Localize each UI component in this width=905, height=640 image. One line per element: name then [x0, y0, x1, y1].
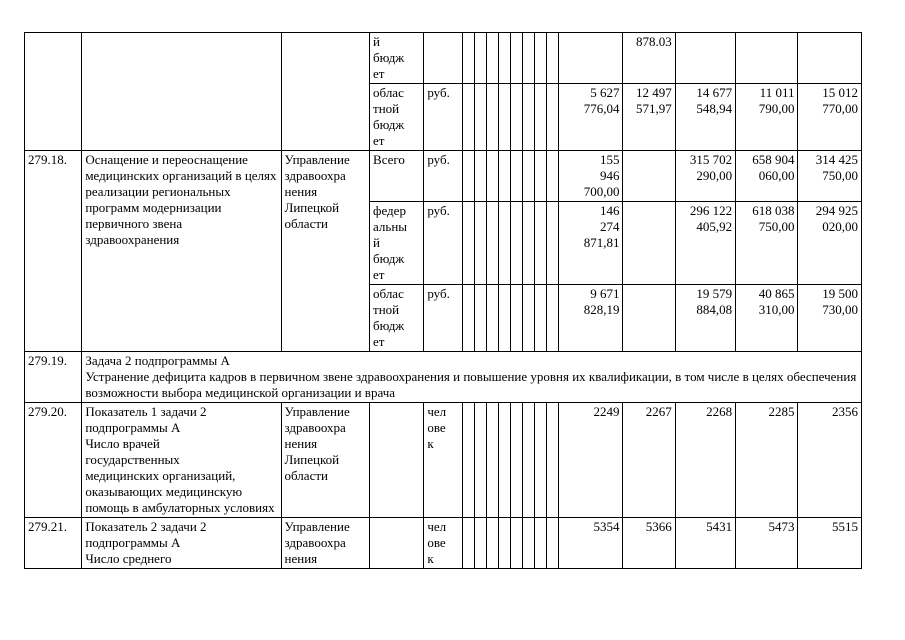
empty-cell — [534, 151, 546, 202]
empty-cell — [498, 151, 510, 202]
value-cell: 19 500 730,00 — [798, 285, 862, 352]
row-number — [25, 33, 82, 151]
empty-cell — [486, 33, 498, 84]
empty-cell — [522, 518, 534, 569]
empty-cell — [522, 33, 534, 84]
unit: руб. — [424, 285, 462, 352]
empty-cell — [498, 285, 510, 352]
table-row — [25, 151, 862, 202]
empty-cell — [534, 285, 546, 352]
empty-cell — [510, 84, 522, 151]
table-row — [25, 403, 862, 518]
value-cell: 15 012 770,00 — [798, 84, 862, 151]
empty-cell — [474, 33, 486, 84]
value-cell: 5515 — [798, 518, 862, 569]
responsible-org: Управление здравоохра нения Липецкой области — [281, 403, 370, 518]
funding-source: облас тной бюдж ет — [370, 84, 424, 151]
empty-cell — [534, 202, 546, 285]
empty-cell — [474, 285, 486, 352]
value-cell: 155 946 700,00 — [559, 151, 623, 202]
empty-cell — [498, 202, 510, 285]
empty-cell — [498, 403, 510, 518]
empty-cell — [486, 285, 498, 352]
empty-cell — [486, 403, 498, 518]
value-cell: 2249 — [559, 403, 623, 518]
empty-cell — [547, 33, 559, 84]
value-cell: 9 671 828,19 — [559, 285, 623, 352]
value-cell — [623, 151, 675, 202]
value-cell: 618 038 750,00 — [736, 202, 798, 285]
empty-cell — [547, 403, 559, 518]
unit: руб. — [424, 151, 462, 202]
funding-source — [370, 518, 424, 569]
table-row — [25, 518, 862, 569]
value-cell: 11 011 790,00 — [736, 84, 798, 151]
value-cell — [736, 33, 798, 84]
empty-cell — [510, 202, 522, 285]
empty-cell — [462, 33, 474, 84]
value-cell: 294 925 020,00 — [798, 202, 862, 285]
empty-cell — [522, 151, 534, 202]
value-cell: 12 497 571,97 — [623, 84, 675, 151]
value-cell: 2267 — [623, 403, 675, 518]
value-cell: 2356 — [798, 403, 862, 518]
empty-cell — [474, 84, 486, 151]
unit: чел ове к — [424, 403, 462, 518]
empty-cell — [462, 84, 474, 151]
responsible-org — [281, 33, 370, 151]
unit — [424, 33, 462, 84]
empty-cell — [534, 84, 546, 151]
value-cell: 296 122 405,92 — [675, 202, 735, 285]
empty-cell — [474, 403, 486, 518]
empty-cell — [510, 33, 522, 84]
funding-source: Всего — [370, 151, 424, 202]
responsible-org: Управление здравоохра нения — [281, 518, 370, 569]
empty-cell — [486, 518, 498, 569]
value-cell: 2285 — [736, 403, 798, 518]
empty-cell — [474, 151, 486, 202]
empty-cell — [462, 403, 474, 518]
empty-cell — [462, 151, 474, 202]
value-cell: 40 865 310,00 — [736, 285, 798, 352]
empty-cell — [547, 285, 559, 352]
budget-table — [24, 32, 862, 569]
empty-cell — [522, 403, 534, 518]
table-body — [25, 33, 862, 569]
empty-cell — [510, 285, 522, 352]
item-name: Показатель 2 задачи 2 подпрограммы А Число среднего — [82, 518, 281, 569]
empty-cell — [522, 285, 534, 352]
responsible-org: Управление здравоохра нения Липецкой области — [281, 151, 370, 352]
value-cell: 5366 — [623, 518, 675, 569]
item-name — [82, 33, 281, 151]
task-description: Задача 2 подпрограммы А Устранение дефицита кадров в первичном звене здравоохранения и повышение уровня их квалификации, в том числе в целях обеспечения возможности выбора медицинской организации и врача — [82, 352, 862, 403]
table-row — [25, 33, 862, 84]
empty-cell — [498, 518, 510, 569]
empty-cell — [534, 518, 546, 569]
value-cell: 146 274 871,81 — [559, 202, 623, 285]
funding-source: й бюдж ет — [370, 33, 424, 84]
empty-cell — [486, 151, 498, 202]
empty-cell — [486, 84, 498, 151]
value-cell: 2268 — [675, 403, 735, 518]
empty-cell — [474, 202, 486, 285]
empty-cell — [547, 84, 559, 151]
empty-cell — [498, 33, 510, 84]
row-number: 279.18. — [25, 151, 82, 352]
unit: чел ове к — [424, 518, 462, 569]
value-cell — [675, 33, 735, 84]
empty-cell — [462, 518, 474, 569]
empty-cell — [534, 403, 546, 518]
value-cell: 5 627 776,04 — [559, 84, 623, 151]
row-number: 279.19. — [25, 352, 82, 403]
empty-cell — [522, 84, 534, 151]
value-cell: 19 579 884,08 — [675, 285, 735, 352]
row-number: 279.20. — [25, 403, 82, 518]
empty-cell — [510, 518, 522, 569]
row-number: 279.21. — [25, 518, 82, 569]
empty-cell — [498, 84, 510, 151]
item-name: Показатель 1 задачи 2 подпрограммы А Число врачей государственных медицинских организаций, оказывающих медицинскую помощь в амбулаторных условиях — [82, 403, 281, 518]
empty-cell — [534, 33, 546, 84]
empty-cell — [510, 151, 522, 202]
value-cell: 314 425 750,00 — [798, 151, 862, 202]
task-row — [25, 352, 862, 403]
empty-cell — [547, 202, 559, 285]
value-cell: 878.03 — [623, 33, 675, 84]
value-cell: 315 702 290,00 — [675, 151, 735, 202]
empty-cell — [510, 403, 522, 518]
funding-source: федер альны й бюдж ет — [370, 202, 424, 285]
funding-source — [370, 403, 424, 518]
unit: руб. — [424, 84, 462, 151]
value-cell: 658 904 060,00 — [736, 151, 798, 202]
unit: руб. — [424, 202, 462, 285]
value-cell — [623, 202, 675, 285]
empty-cell — [462, 202, 474, 285]
value-cell — [798, 33, 862, 84]
empty-cell — [522, 202, 534, 285]
empty-cell — [486, 202, 498, 285]
empty-cell — [462, 285, 474, 352]
value-cell: 5354 — [559, 518, 623, 569]
funding-source: облас тной бюдж ет — [370, 285, 424, 352]
empty-cell — [547, 518, 559, 569]
value-cell — [623, 285, 675, 352]
value-cell: 14 677 548,94 — [675, 84, 735, 151]
value-cell: 5473 — [736, 518, 798, 569]
empty-cell — [474, 518, 486, 569]
empty-cell — [547, 151, 559, 202]
value-cell: 5431 — [675, 518, 735, 569]
value-cell — [559, 33, 623, 84]
item-name: Оснащение и переоснащение медицинских организаций в целях реализации региональных программ модернизации первичного звена здравоохранения — [82, 151, 281, 352]
